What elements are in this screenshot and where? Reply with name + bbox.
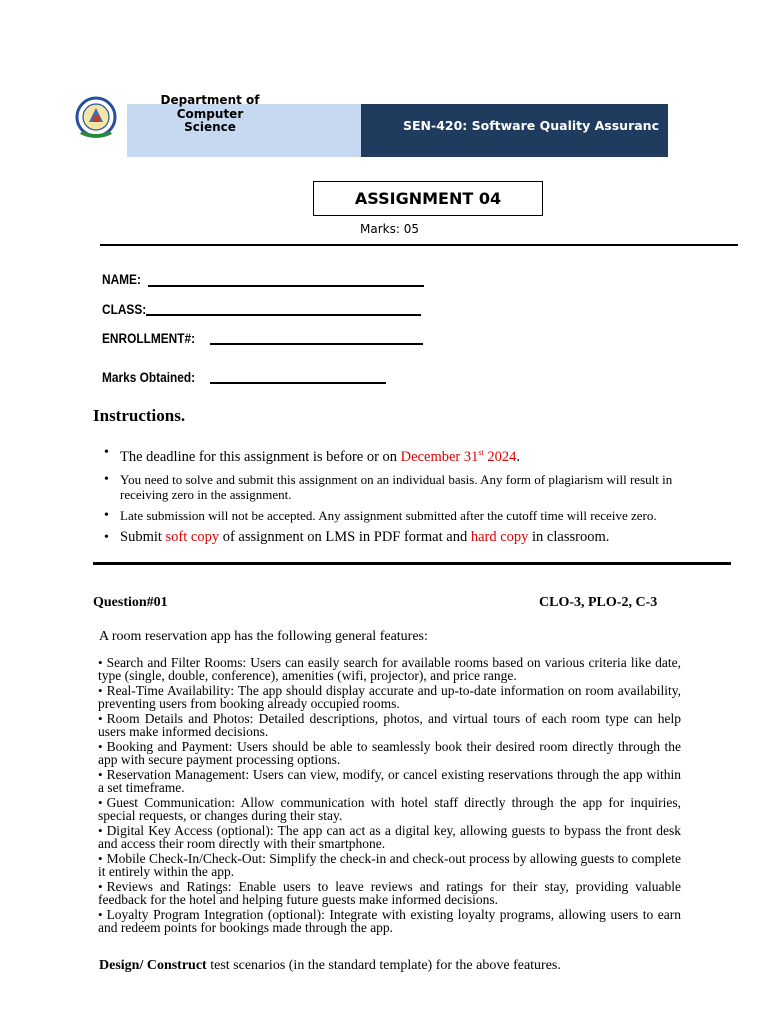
list-item: • Reviews and Ratings: Enable users to leave reviews and ratings for their stay, providing valuable feedback for the hotel and helping future guests make informed decisions. [98, 879, 681, 907]
divider-top [100, 244, 738, 246]
instructions-heading: Instructions. [93, 406, 186, 425]
list-item: • Search and Filter Rooms: Users can easily search for available rooms based on various criteria like date, type (single, double, conference), amenities (wifi, projector), and price range. [98, 655, 681, 683]
marks-obtained-line[interactable] [210, 382, 386, 384]
list-item: • You need to solve and submit this assignment on an individual basis. Any form of plagiarism will result in receiving zero in the assignment. [104, 472, 684, 502]
name-line[interactable] [148, 285, 424, 287]
class-line[interactable] [146, 314, 421, 316]
list-item: • Digital Key Access (optional): The app can act as a digital key, allowing guests to bypass the front desk and access their room directly with their smartphone. [98, 823, 681, 851]
enrollment-label: ENROLLMENT#: [102, 331, 196, 346]
feature-list [98, 657, 681, 937]
course-band [361, 104, 668, 157]
assignment-title-box [313, 181, 543, 216]
marks-total: Marks: 05 [360, 222, 419, 236]
class-label: CLASS: [102, 302, 147, 317]
course-title: SEN-420: Software Quality Assuranc [403, 118, 659, 133]
department-name: Department of Computer Science [160, 93, 260, 134]
list-item: • Loyalty Program Integration (optional): Integrate with existing loyalty programs, allowing users to earn and redeem points for bookings made through the app. [98, 907, 681, 935]
list-item: • Mobile Check-In/Check-Out: Simplify the check-in and check-out process by allowing guests to complete it entirely within the app. [98, 851, 681, 879]
design-instruction: Design/ Construct test scenarios (in the standard template) for the above features. [99, 958, 561, 973]
list-item: • Late submission will not be accepted. Any assignment submitted after the cutoff time will receive zero. [104, 508, 684, 523]
list-item: • The deadline for this assignment is before or on December 31st 2024. [104, 444, 684, 466]
university-seal-icon [74, 96, 118, 142]
list-item: • Submit soft copy of assignment on LMS in PDF format and hard copy in classroom. [104, 529, 684, 546]
clo-label: CLO-3, PLO-2, C-3 [539, 595, 658, 610]
instructions-list [104, 444, 684, 552]
marks-obtained-label: Marks Obtained: [102, 370, 196, 385]
list-item: • Booking and Payment: Users should be able to seamlessly book their desired room directly through the app with secure payment processing options. [98, 739, 681, 767]
list-item: • Guest Communication: Allow communication with hotel staff directly through the app for inquiries, special requests, or changes during their stay. [98, 795, 681, 823]
name-label: NAME: [102, 272, 141, 287]
assignment-title: ASSIGNMENT 04 [354, 189, 502, 208]
list-item: • Real-Time Availability: The app should display accurate and up-to-date information on room availability, preventing users from booking already occupied rooms. [98, 683, 681, 711]
list-item: • Room Details and Photos: Detailed descriptions, photos, and virtual tours of each room type can help users make informed decisions. [98, 711, 681, 739]
list-item: • Reservation Management: Users can view, modify, or cancel existing reservations through the app within a set timeframe. [98, 767, 681, 795]
enrollment-line[interactable] [210, 343, 423, 345]
question-intro: A room reservation app has the following general features: [99, 629, 428, 644]
question-label: Question#01 [93, 595, 168, 610]
divider-bottom [93, 562, 731, 565]
